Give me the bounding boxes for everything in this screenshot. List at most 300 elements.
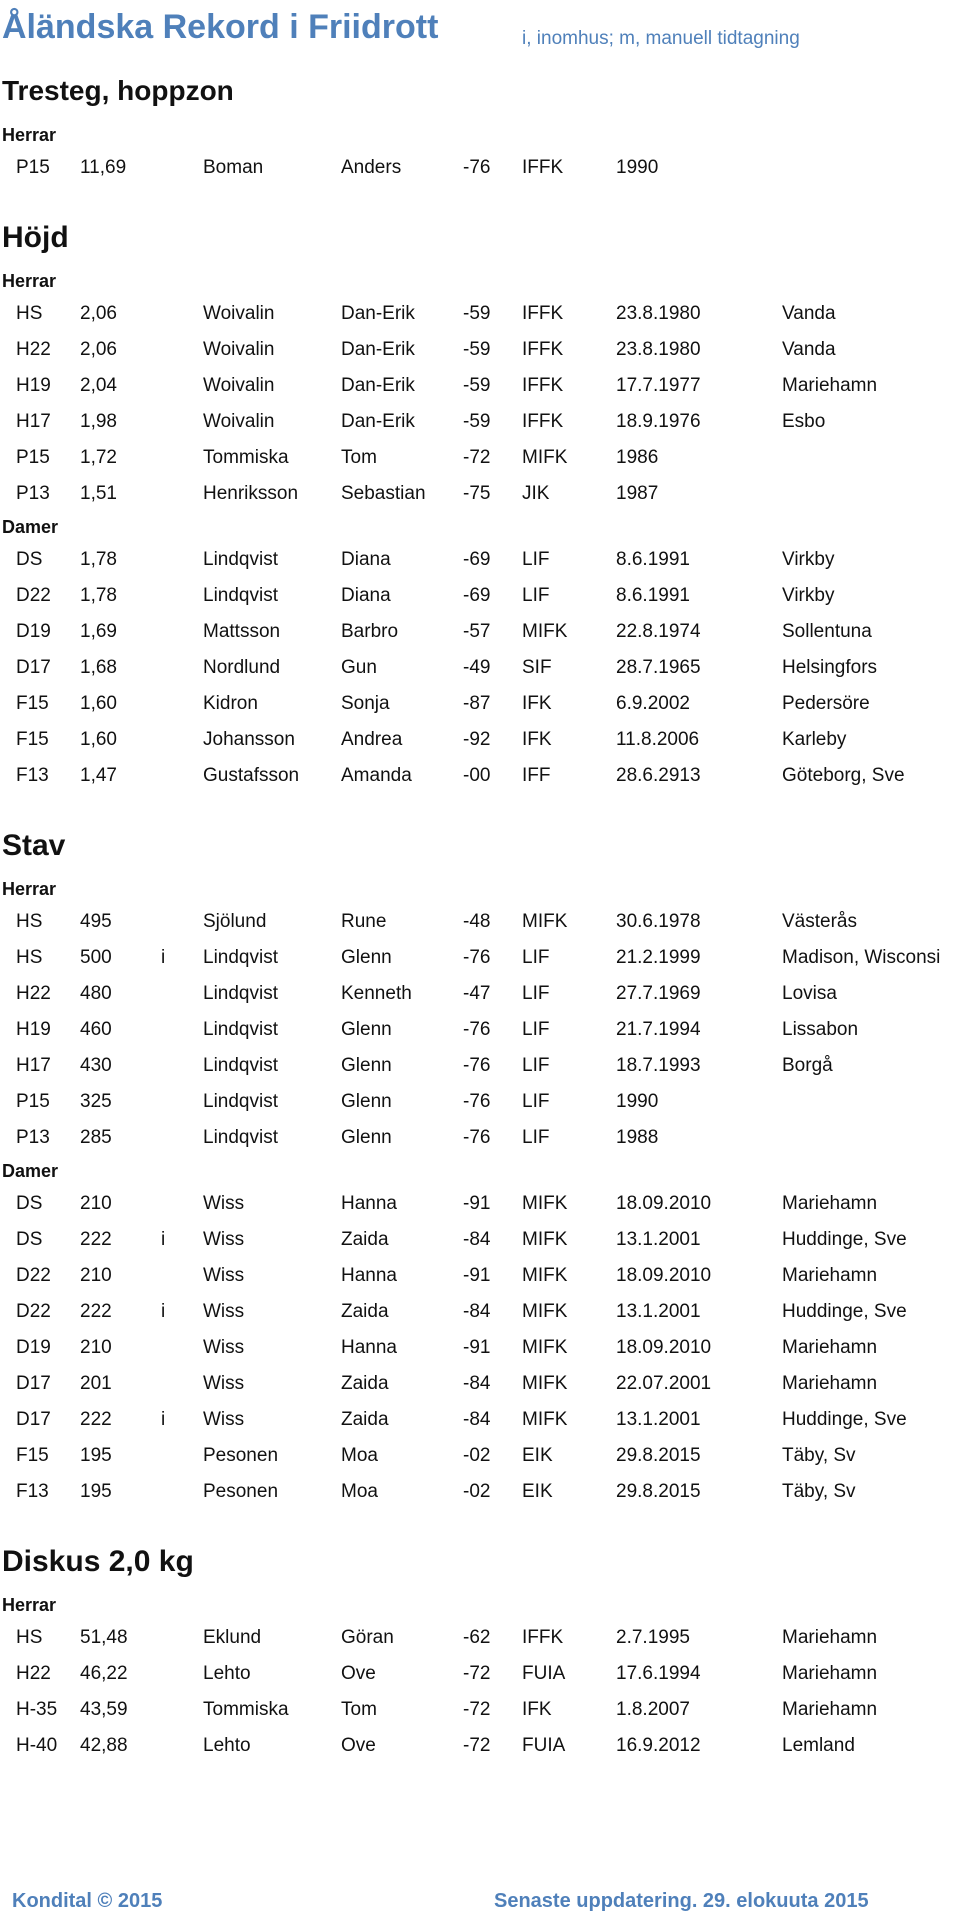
record-class: F13 — [16, 765, 49, 786]
record-class: D17 — [16, 1409, 51, 1430]
table-row — [0, 476, 960, 512]
birth-year: -59 — [463, 339, 491, 360]
club: MIFK — [522, 1301, 568, 1322]
record-list — [0, 150, 960, 186]
athlete-first-name: Hanna — [341, 1265, 397, 1286]
record-class: H22 — [16, 1663, 51, 1684]
record-result: 460 — [80, 1019, 112, 1040]
athlete-last-name: Wiss — [203, 1301, 245, 1322]
record-class: H17 — [16, 411, 51, 432]
club: IFK — [522, 693, 552, 714]
birth-year: -72 — [463, 1735, 491, 1756]
record-date: 1990 — [616, 157, 659, 178]
record-place: Täby, Sv — [782, 1481, 856, 1502]
athlete-last-name: Lindqvist — [203, 983, 278, 1004]
record-class: F15 — [16, 729, 49, 750]
record-place: Madison, Wisconsi — [782, 947, 941, 968]
birth-year: -47 — [463, 983, 491, 1004]
record-class: P15 — [16, 1091, 50, 1112]
birth-year: -72 — [463, 1699, 491, 1720]
table-row — [0, 1728, 960, 1764]
record-result: 210 — [80, 1265, 112, 1286]
table-row — [0, 614, 960, 650]
athlete-first-name: Glenn — [341, 1055, 392, 1076]
record-result: 1,78 — [80, 585, 117, 606]
record-result: 210 — [80, 1337, 112, 1358]
record-result: 222 — [80, 1301, 112, 1322]
athlete-first-name: Andrea — [341, 729, 403, 750]
club: MIFK — [522, 1193, 568, 1214]
athlete-first-name: Hanna — [341, 1337, 397, 1358]
club: LIF — [522, 947, 550, 968]
birth-year: -76 — [463, 157, 491, 178]
table-row — [0, 542, 960, 578]
table-row — [0, 1366, 960, 1402]
record-flag: i — [161, 1409, 166, 1430]
record-place: Mariehamn — [782, 1663, 878, 1684]
athlete-last-name: Pesonen — [203, 1481, 279, 1502]
club: IFFK — [522, 339, 564, 360]
table-row — [0, 1084, 960, 1120]
record-place: Göteborg, Sve — [782, 765, 905, 786]
athlete-first-name: Glenn — [341, 1091, 392, 1112]
athlete-first-name: Göran — [341, 1627, 394, 1648]
record-class: H19 — [16, 1019, 51, 1040]
record-list — [0, 296, 960, 512]
athlete-last-name: Lehto — [203, 1735, 251, 1756]
athlete-last-name: Wiss — [203, 1373, 245, 1394]
table-row — [0, 404, 960, 440]
record-class: H22 — [16, 339, 51, 360]
athlete-first-name: Zaida — [341, 1229, 389, 1250]
record-place: Vanda — [782, 339, 836, 360]
record-date: 28.6.2913 — [616, 765, 701, 786]
record-place: Västerås — [782, 911, 857, 932]
record-place: Pedersöre — [782, 693, 870, 714]
club: LIF — [522, 1019, 550, 1040]
record-place: Mariehamn — [782, 1337, 878, 1358]
record-result: 210 — [80, 1193, 112, 1214]
club: LIF — [522, 983, 550, 1004]
birth-year: -91 — [463, 1193, 491, 1214]
record-place: Täby, Sv — [782, 1445, 856, 1466]
athlete-first-name: Tom — [341, 447, 377, 468]
record-result: 1,60 — [80, 693, 117, 714]
birth-year: -76 — [463, 1055, 491, 1076]
birth-year: -84 — [463, 1373, 491, 1394]
record-date: 22.07.2001 — [616, 1373, 712, 1394]
birth-year: -84 — [463, 1301, 491, 1322]
athlete-last-name: Wiss — [203, 1265, 245, 1286]
table-row — [0, 1222, 960, 1258]
record-list — [0, 1186, 960, 1510]
athlete-last-name: Lehto — [203, 1663, 251, 1684]
club: IFFK — [522, 411, 564, 432]
record-class: DS — [16, 1229, 43, 1250]
record-place: Lemland — [782, 1735, 855, 1756]
club: IFFK — [522, 303, 564, 324]
group-title: Damer — [2, 1161, 59, 1181]
club: JIK — [522, 483, 550, 504]
athlete-first-name: Dan-Erik — [341, 303, 415, 324]
club: LIF — [522, 585, 550, 606]
club: MIFK — [522, 1373, 568, 1394]
record-date: 23.8.1980 — [616, 339, 701, 360]
section-stav — [0, 818, 960, 1510]
record-flag: i — [161, 947, 166, 968]
group-title: Herrar — [2, 125, 57, 145]
record-place: Sollentuna — [782, 621, 872, 642]
athlete-last-name: Tommiska — [203, 447, 289, 468]
record-date: 11.8.2006 — [616, 729, 700, 750]
record-class: D19 — [16, 621, 51, 642]
birth-year: -59 — [463, 375, 491, 396]
record-flag: i — [161, 1229, 166, 1250]
athlete-last-name: Johansson — [203, 729, 295, 750]
club: IFFK — [522, 1627, 564, 1648]
record-place: Virkby — [782, 585, 835, 606]
record-date: 22.8.1974 — [616, 621, 701, 642]
athlete-first-name: Rune — [341, 911, 387, 932]
record-list — [0, 1620, 960, 1764]
record-date: 18.9.1976 — [616, 411, 701, 432]
record-result: 201 — [80, 1373, 112, 1394]
record-result: 51,48 — [80, 1627, 128, 1648]
record-result: 500 — [80, 947, 112, 968]
record-place: Borgå — [782, 1055, 833, 1076]
record-class: H22 — [16, 983, 51, 1004]
athlete-last-name: Woivalin — [203, 339, 275, 360]
athlete-first-name: Zaida — [341, 1409, 389, 1430]
section-hojd — [0, 210, 960, 794]
record-date: 17.6.1994 — [616, 1663, 701, 1684]
club: MIFK — [522, 1265, 568, 1286]
athlete-last-name: Lindqvist — [203, 1127, 278, 1148]
club: IFK — [522, 1699, 552, 1720]
table-row — [0, 1438, 960, 1474]
record-result: 43,59 — [80, 1699, 128, 1720]
athlete-first-name: Sebastian — [341, 483, 426, 504]
record-date: 18.09.2010 — [616, 1337, 712, 1358]
athlete-last-name: Wiss — [203, 1193, 245, 1214]
athlete-first-name: Anders — [341, 157, 402, 178]
group-title: Herrar — [2, 879, 57, 899]
group-title: Herrar — [2, 271, 57, 291]
record-place: Helsingfors — [782, 657, 878, 678]
record-date: 1990 — [616, 1091, 659, 1112]
record-result: 195 — [80, 1445, 112, 1466]
club: MIFK — [522, 1229, 568, 1250]
record-result: 1,68 — [80, 657, 117, 678]
record-result: 495 — [80, 911, 112, 932]
table-row — [0, 976, 960, 1012]
section-spacer — [0, 1510, 960, 1534]
page-subtitle: i, inomhus; m, manuell tidtagning — [522, 28, 800, 49]
table-row — [0, 150, 960, 186]
club: MIFK — [522, 1337, 568, 1358]
birth-year: -59 — [463, 411, 491, 432]
club: SIF — [522, 657, 552, 678]
record-result: 46,22 — [80, 1663, 128, 1684]
record-class: D19 — [16, 1337, 51, 1358]
record-place: Mariehamn — [782, 1699, 878, 1720]
record-date: 29.8.2015 — [616, 1481, 701, 1502]
club: FUIA — [522, 1663, 566, 1684]
table-row — [0, 686, 960, 722]
table-row — [0, 1012, 960, 1048]
record-class: DS — [16, 1193, 43, 1214]
athlete-first-name: Glenn — [341, 1019, 392, 1040]
table-row — [0, 1120, 960, 1156]
table-row — [0, 296, 960, 332]
record-result: 2,06 — [80, 339, 117, 360]
club: IFFK — [522, 375, 564, 396]
birth-year: -72 — [463, 1663, 491, 1684]
birth-year: -84 — [463, 1229, 491, 1250]
section-title: Tresteg, hoppzon — [2, 75, 234, 106]
record-place: Mariehamn — [782, 375, 878, 396]
athlete-last-name: Gustafsson — [203, 765, 300, 786]
table-row — [0, 1258, 960, 1294]
section-title: Stav — [2, 829, 66, 862]
table-row — [0, 904, 960, 940]
record-result: 285 — [80, 1127, 112, 1148]
record-class: H-35 — [16, 1699, 58, 1720]
section-spacer — [0, 794, 960, 818]
record-date: 1986 — [616, 447, 659, 468]
table-row — [0, 940, 960, 976]
record-date: 27.7.1969 — [616, 983, 701, 1004]
record-date: 18.09.2010 — [616, 1193, 712, 1214]
record-class: F13 — [16, 1481, 49, 1502]
table-row — [0, 722, 960, 758]
record-result: 195 — [80, 1481, 112, 1502]
record-date: 18.09.2010 — [616, 1265, 712, 1286]
record-class: HS — [16, 1627, 43, 1648]
record-class: P13 — [16, 1127, 50, 1148]
athlete-first-name: Dan-Erik — [341, 339, 415, 360]
athlete-first-name: Kenneth — [341, 983, 412, 1004]
athlete-first-name: Gun — [341, 657, 377, 678]
birth-year: -57 — [463, 621, 491, 642]
athlete-last-name: Lindqvist — [203, 585, 278, 606]
record-result: 222 — [80, 1409, 112, 1430]
birth-year: -02 — [463, 1445, 491, 1466]
record-date: 16.9.2012 — [616, 1735, 701, 1756]
birth-year: -76 — [463, 947, 491, 968]
record-date: 8.6.1991 — [616, 549, 690, 570]
club: FUIA — [522, 1735, 566, 1756]
record-place: Karleby — [782, 729, 847, 750]
record-place: Mariehamn — [782, 1373, 878, 1394]
birth-year: -76 — [463, 1091, 491, 1112]
record-class: HS — [16, 303, 43, 324]
record-date: 2.7.1995 — [616, 1627, 690, 1648]
footer-copyright: Kondital © 2015 — [12, 1890, 163, 1912]
record-class: D22 — [16, 585, 51, 606]
birth-year: -91 — [463, 1265, 491, 1286]
record-place: Vanda — [782, 303, 836, 324]
table-row — [0, 758, 960, 794]
athlete-last-name: Kidron — [203, 693, 258, 714]
section-title: Höjd — [2, 221, 69, 254]
athlete-first-name: Zaida — [341, 1301, 389, 1322]
group-title: Herrar — [2, 1595, 57, 1615]
record-place: Lovisa — [782, 983, 837, 1004]
athlete-first-name: Amanda — [341, 765, 412, 786]
table-row — [0, 578, 960, 614]
birth-year: -76 — [463, 1019, 491, 1040]
section-spacer — [0, 186, 960, 210]
table-row — [0, 1186, 960, 1222]
record-place: Huddinge, Sve — [782, 1301, 907, 1322]
record-class: P13 — [16, 483, 50, 504]
birth-year: -75 — [463, 483, 491, 504]
athlete-last-name: Woivalin — [203, 375, 275, 396]
table-row — [0, 1294, 960, 1330]
club: LIF — [522, 549, 550, 570]
birth-year: -92 — [463, 729, 491, 750]
record-place: Mariehamn — [782, 1265, 878, 1286]
record-result: 1,69 — [80, 621, 117, 642]
athlete-last-name: Woivalin — [203, 303, 275, 324]
table-row — [0, 1656, 960, 1692]
table-row — [0, 1330, 960, 1366]
record-result: 1,98 — [80, 411, 117, 432]
club: MIFK — [522, 621, 568, 642]
footer-updated: Senaste uppdatering. 29. elokuuta 2015 — [494, 1890, 869, 1912]
record-place: Virkby — [782, 549, 835, 570]
athlete-last-name: Woivalin — [203, 411, 275, 432]
athlete-first-name: Diana — [341, 585, 391, 606]
birth-year: -72 — [463, 447, 491, 468]
birth-year: -59 — [463, 303, 491, 324]
record-date: 17.7.1977 — [616, 375, 701, 396]
athlete-first-name: Diana — [341, 549, 391, 570]
record-date: 1988 — [616, 1127, 659, 1148]
club: IFFK — [522, 157, 564, 178]
record-result: 1,47 — [80, 765, 117, 786]
records-content — [0, 62, 960, 1764]
athlete-last-name: Wiss — [203, 1337, 245, 1358]
athlete-first-name: Dan-Erik — [341, 375, 415, 396]
athlete-last-name: Mattsson — [203, 621, 281, 642]
record-place: Mariehamn — [782, 1193, 878, 1214]
athlete-last-name: Nordlund — [203, 657, 281, 678]
record-date: 1.8.2007 — [616, 1699, 690, 1720]
record-class: H19 — [16, 375, 51, 396]
record-date: 1987 — [616, 483, 659, 504]
record-date: 13.1.2001 — [616, 1409, 701, 1430]
athlete-last-name: Tommiska — [203, 1699, 289, 1720]
birth-year: -49 — [463, 657, 491, 678]
table-row — [0, 1048, 960, 1084]
athlete-last-name: Boman — [203, 157, 264, 178]
record-result: 1,78 — [80, 549, 117, 570]
record-date: 21.7.1994 — [616, 1019, 701, 1040]
athlete-last-name: Henriksson — [203, 483, 299, 504]
athlete-first-name: Glenn — [341, 1127, 392, 1148]
record-date: 6.9.2002 — [616, 693, 690, 714]
table-row — [0, 368, 960, 404]
athlete-first-name: Moa — [341, 1481, 378, 1502]
record-date: 30.6.1978 — [616, 911, 701, 932]
record-class: H17 — [16, 1055, 51, 1076]
record-class: F15 — [16, 1445, 49, 1466]
birth-year: -62 — [463, 1627, 491, 1648]
record-date: 8.6.1991 — [616, 585, 690, 606]
record-result: 325 — [80, 1091, 112, 1112]
athlete-first-name: Barbro — [341, 621, 399, 642]
club: IFF — [522, 765, 551, 786]
page-footer — [0, 1890, 960, 1914]
record-date: 13.1.2001 — [616, 1229, 701, 1250]
birth-year: -48 — [463, 911, 491, 932]
club: MIFK — [522, 1409, 568, 1430]
birth-year: -02 — [463, 1481, 491, 1502]
athlete-first-name: Zaida — [341, 1373, 389, 1394]
record-class: DS — [16, 549, 43, 570]
athlete-first-name: Ove — [341, 1663, 376, 1684]
record-class: D22 — [16, 1301, 51, 1322]
athlete-last-name: Pesonen — [203, 1445, 279, 1466]
section-diskus — [0, 1534, 960, 1764]
record-result: 222 — [80, 1229, 112, 1250]
birth-year: -84 — [463, 1409, 491, 1430]
record-list — [0, 542, 960, 794]
birth-year: -87 — [463, 693, 491, 714]
record-date: 18.7.1993 — [616, 1055, 701, 1076]
athlete-first-name: Hanna — [341, 1193, 397, 1214]
record-place: Esbo — [782, 411, 826, 432]
record-result: 42,88 — [80, 1735, 128, 1756]
club: MIFK — [522, 447, 568, 468]
table-row — [0, 1692, 960, 1728]
athlete-first-name: Tom — [341, 1699, 377, 1720]
athlete-last-name: Lindqvist — [203, 1019, 278, 1040]
record-result: 480 — [80, 983, 112, 1004]
birth-year: -69 — [463, 549, 491, 570]
record-date: 28.7.1965 — [616, 657, 701, 678]
section-tresteg-hoppzon — [0, 62, 960, 186]
athlete-last-name: Wiss — [203, 1229, 245, 1250]
record-place: Mariehamn — [782, 1627, 878, 1648]
record-result: 1,51 — [80, 483, 117, 504]
club: LIF — [522, 1091, 550, 1112]
record-class: P15 — [16, 447, 50, 468]
athlete-last-name: Lindqvist — [203, 1055, 278, 1076]
birth-year: -69 — [463, 585, 491, 606]
record-class: D17 — [16, 657, 51, 678]
athlete-first-name: Glenn — [341, 947, 392, 968]
record-date: 23.8.1980 — [616, 303, 701, 324]
table-row — [0, 1620, 960, 1656]
athlete-first-name: Sonja — [341, 693, 390, 714]
record-class: HS — [16, 911, 43, 932]
record-place: Huddinge, Sve — [782, 1229, 907, 1250]
club: EIK — [522, 1445, 553, 1466]
athlete-first-name: Moa — [341, 1445, 378, 1466]
record-result: 11,69 — [80, 157, 127, 178]
page-title: Åländska Rekord i Friidrott — [2, 8, 439, 46]
page-header — [0, 6, 960, 52]
table-row — [0, 1402, 960, 1438]
club: EIK — [522, 1481, 553, 1502]
record-result: 1,72 — [80, 447, 117, 468]
athlete-first-name: Dan-Erik — [341, 411, 415, 432]
table-row — [0, 332, 960, 368]
table-row — [0, 1474, 960, 1510]
